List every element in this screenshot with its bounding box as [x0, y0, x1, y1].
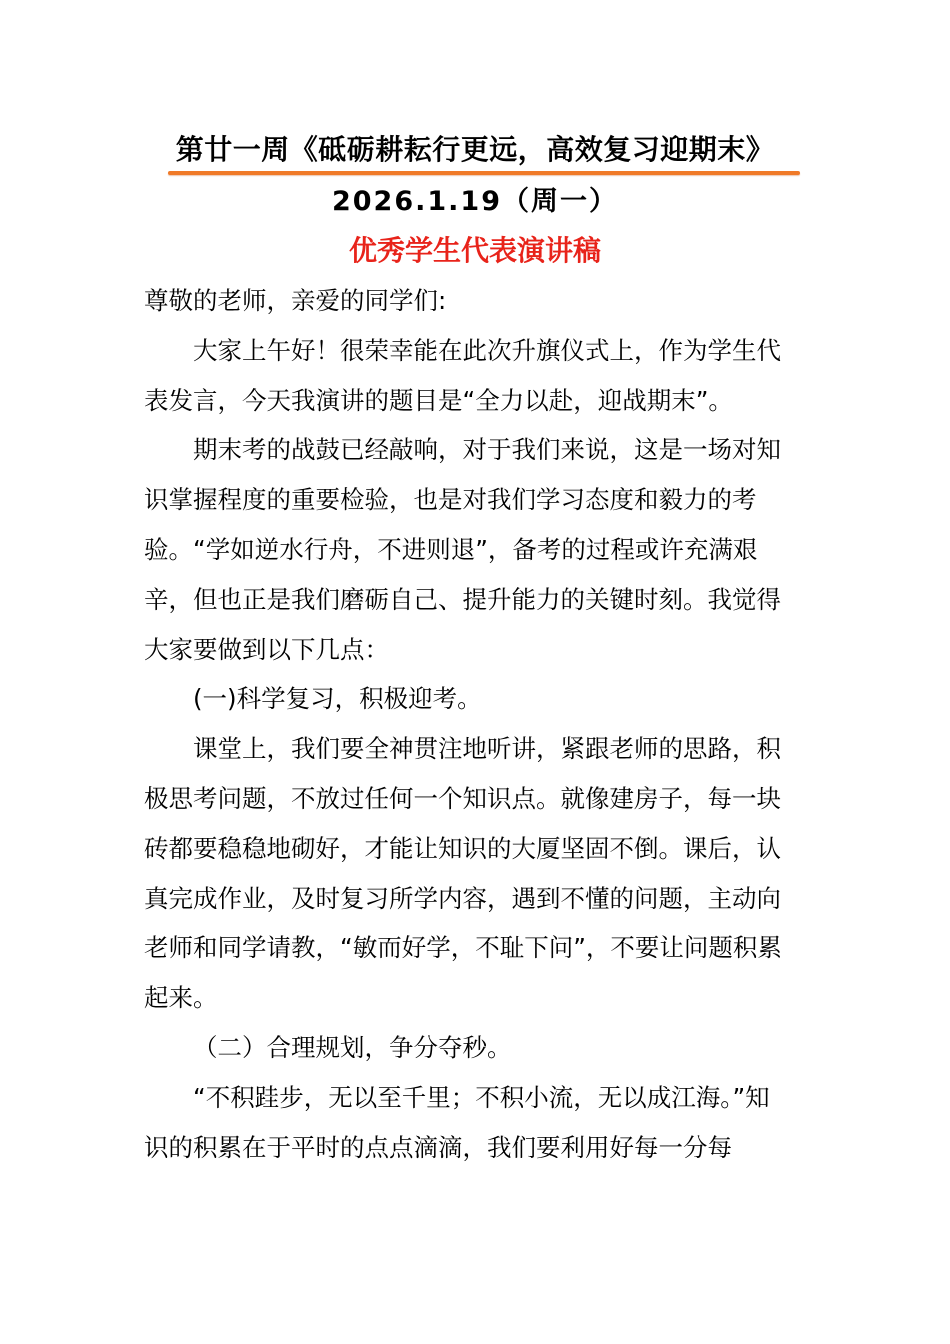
document-title: 第廿一周《砥砺耕耘行更远，高效复习迎期末》 [175, 133, 775, 166]
document-date: 2026.1.19（周一） [331, 186, 619, 217]
paragraph-greeting: 大家上午好！很荣幸能在此次升旗仪式上，作为学生代表发言，今天我演讲的题目是“全力以赴，迎战期末”。 [144, 335, 781, 415]
section-heading-1: (一)科学复习，积极迎考。 [193, 684, 482, 714]
paragraph-section-2: “不积跬步，无以至千里；不积小流，无以成江海。”知识的积累在于平时的点点滴滴，我们要利用好每一分每 [144, 1082, 770, 1162]
title-underline [168, 171, 800, 175]
paragraph-intro: 期末考的战鼓已经敲响，对于我们来说，这是一场对知识掌握程度的重要检验，也是对我们学习态度和毅力的考验。“学如逆水行舟，不进则退”，备考的过程或许充满艰辛，但也正是我们磨砺自己、提升能力的关键时刻。我觉得大家要做到以下几点： [144, 435, 781, 664]
salutation: 尊敬的老师，亲爱的同学们: [144, 286, 447, 315]
document-subtitle: 优秀学生代表演讲稿 [348, 234, 601, 267]
speech-body [144, 276, 786, 1172]
paragraph-section-1: 课堂上，我们要全神贯注地听讲，紧跟老师的思路，积极思考问题，不放过任何一个知识点。就像建房子，每一块砖都要稳稳地砌好，才能让知识的大厦坚固不倒。课后，认真完成作业，及时复习所学内容，遇到不懂的问题，主动向老师和同学请教，“敏而好学，不耻下问”，不要让问题积累起来。 [144, 734, 782, 1013]
section-heading-2: （二）合理规划，争分夺秒。 [193, 1032, 512, 1062]
